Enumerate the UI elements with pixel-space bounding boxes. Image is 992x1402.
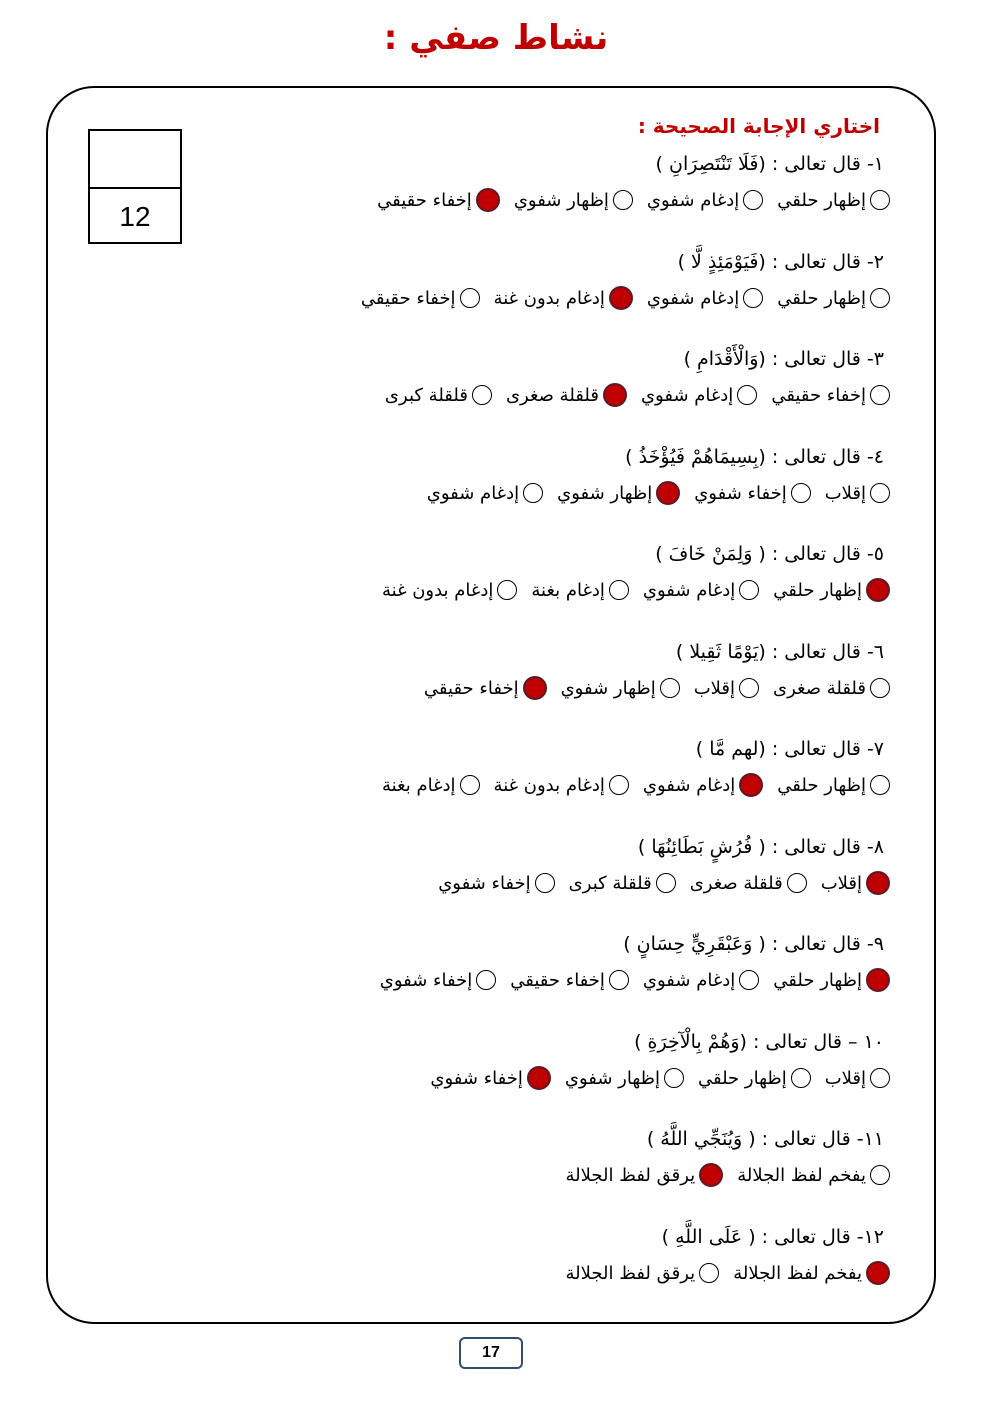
- radio-empty-icon[interactable]: [870, 1165, 890, 1185]
- answer-option[interactable]: [737, 1165, 890, 1186]
- radio-empty-icon[interactable]: [660, 678, 680, 698]
- question-text: ٩- قال تعالى : ( وَعَبْقَرِيٍّ حِسَانٍ ): [623, 933, 884, 955]
- question-1: [363, 146, 884, 218]
- options-row: [368, 767, 884, 803]
- radio-selected-icon[interactable]: [866, 1261, 890, 1285]
- answer-option[interactable]: [643, 773, 763, 797]
- answer-option[interactable]: [647, 288, 763, 309]
- radio-empty-icon[interactable]: [523, 483, 543, 503]
- radio-empty-icon[interactable]: [609, 580, 629, 600]
- radio-empty-icon[interactable]: [791, 483, 811, 503]
- score-box-empty-cell: [90, 131, 180, 189]
- answer-option-label: إدغام بدون غنة: [381, 579, 494, 601]
- answer-option[interactable]: [427, 483, 543, 504]
- answer-option-label: إدغام شفوي: [646, 189, 740, 211]
- question-text: ٣- قال تعالى : (وَالْأَقْدَامِ ): [683, 348, 884, 370]
- answer-option-label: إدغام شفوي: [642, 579, 736, 601]
- answer-option[interactable]: [773, 578, 890, 602]
- answer-option-label: إخفاء حقيقي: [360, 287, 456, 309]
- instruction-text: اختاري الإجابة الصحيحة :: [637, 114, 880, 138]
- radio-empty-icon[interactable]: [460, 775, 480, 795]
- options-row: [552, 1157, 884, 1193]
- radio-selected-icon[interactable]: [603, 383, 627, 407]
- radio-empty-icon[interactable]: [699, 1263, 719, 1283]
- answer-option-label: إظهار شفوي: [557, 482, 653, 504]
- radio-empty-icon[interactable]: [613, 190, 633, 210]
- answer-option[interactable]: [773, 968, 890, 992]
- answer-option[interactable]: [514, 190, 633, 211]
- answer-option-label: قلقلة كبرى: [384, 384, 468, 406]
- question-text: ١٠ – قال تعالى : (وَهُمْ بِالْآخِرَةِ ): [634, 1031, 884, 1053]
- radio-empty-icon[interactable]: [476, 970, 496, 990]
- answer-option-label: إخفاء شفوي: [438, 872, 531, 894]
- question-text: ١- قال تعالى : (فَلَا تَنْتَصِرَانِ ): [655, 153, 884, 175]
- options-row: [410, 670, 884, 706]
- answer-option-label: إقلاب: [824, 1067, 866, 1089]
- answer-option-label: إدغام شفوي: [642, 774, 736, 796]
- answer-option-label: إخفاء شفوي: [694, 482, 787, 504]
- options-row: [413, 475, 884, 511]
- radio-empty-icon[interactable]: [870, 483, 890, 503]
- answer-option-label: إخفاء حقيقي: [771, 384, 866, 406]
- question-text: ٧- قال تعالى : (لهم مَّا ): [695, 738, 884, 760]
- answer-option-label: إظهار حلقي: [777, 774, 866, 796]
- answer-option[interactable]: [377, 188, 500, 212]
- radio-empty-icon[interactable]: [870, 1068, 890, 1088]
- radio-selected-icon[interactable]: [866, 578, 890, 602]
- answer-option-label: إظهار حلقي: [773, 969, 862, 991]
- answer-option[interactable]: [825, 483, 890, 504]
- answer-option-label: قلقلة صغرى: [773, 677, 866, 699]
- answer-option[interactable]: [777, 288, 890, 309]
- answer-option-label: إخفاء حقيقي: [510, 969, 605, 991]
- answer-option-label: قلقلة صغرى: [689, 872, 783, 894]
- question-6: [410, 634, 884, 706]
- radio-empty-icon[interactable]: [870, 190, 890, 210]
- radio-empty-icon[interactable]: [609, 775, 629, 795]
- answer-option-label: إظهار حلقي: [773, 579, 862, 601]
- radio-empty-icon[interactable]: [870, 385, 890, 405]
- answer-option[interactable]: [694, 678, 759, 699]
- question-10: [416, 1024, 884, 1096]
- radio-empty-icon[interactable]: [609, 970, 629, 990]
- answer-option-label: إخفاء حقيقي: [423, 677, 519, 699]
- question-text: ٥- قال تعالى : ( وَلِمَنْ خَافَ ): [655, 543, 884, 565]
- radio-empty-icon[interactable]: [737, 385, 757, 405]
- question-text: ٤- قال تعالى : (بِسِيمَاهُمْ فَيُؤْخَذُ ): [625, 446, 884, 468]
- answer-option-label: إدغام شفوي: [642, 969, 736, 991]
- radio-empty-icon[interactable]: [870, 775, 890, 795]
- answer-option[interactable]: [821, 871, 890, 895]
- radio-empty-icon[interactable]: [472, 385, 492, 405]
- radio-empty-icon[interactable]: [870, 678, 890, 698]
- answer-option-label: قلقلة صغرى: [505, 384, 599, 406]
- radio-selected-icon[interactable]: [866, 968, 890, 992]
- answer-option[interactable]: [506, 383, 627, 407]
- answer-option[interactable]: [643, 970, 759, 991]
- options-row: [366, 962, 884, 998]
- answer-option-label: إظهار حلقي: [777, 189, 866, 211]
- answer-option[interactable]: [694, 483, 810, 504]
- answer-option[interactable]: [641, 385, 757, 406]
- answer-option-label: إظهار شفوي: [560, 677, 656, 699]
- answer-option[interactable]: [771, 385, 890, 406]
- options-row: [416, 1060, 884, 1096]
- radio-empty-icon[interactable]: [791, 1068, 811, 1088]
- answer-option-label: إدغام شفوي: [426, 482, 520, 504]
- answer-option-label: إقلاب: [824, 482, 866, 504]
- answer-option[interactable]: [565, 1068, 684, 1089]
- answer-option-label: إظهار شفوي: [564, 1067, 660, 1089]
- score-value: 12: [119, 200, 151, 232]
- answer-option-label: إدغام بدون غنة: [493, 287, 605, 309]
- answer-option[interactable]: [773, 678, 890, 699]
- answer-option[interactable]: [430, 1066, 550, 1090]
- answer-option[interactable]: [777, 190, 890, 211]
- question-9: [366, 926, 884, 998]
- question-3: [371, 341, 884, 413]
- question-8: [424, 829, 884, 901]
- answer-option[interactable]: [557, 481, 680, 505]
- radio-selected-icon[interactable]: [476, 188, 500, 212]
- radio-empty-icon[interactable]: [656, 873, 676, 893]
- question-text: ٦- قال تعالى : (يَوْمًا ثَقِيلا ): [675, 641, 884, 663]
- question-text: ١١- قال تعالى : ( وَيُنَجِّي اللَّهُ ): [646, 1128, 884, 1150]
- radio-empty-icon[interactable]: [739, 580, 759, 600]
- options-row: [368, 572, 884, 608]
- radio-empty-icon[interactable]: [787, 873, 807, 893]
- answer-option-label: يرقق لفظ الجلالة: [565, 1164, 696, 1186]
- answer-option[interactable]: [385, 385, 492, 406]
- answer-option-label: إخفاء حقيقي: [377, 189, 472, 211]
- answer-option-label: إخفاء شفوي: [430, 1067, 523, 1089]
- answer-option[interactable]: [569, 873, 676, 894]
- answer-option[interactable]: [698, 1068, 811, 1089]
- answer-option-label: إدغام بدون غنة: [493, 774, 605, 796]
- answer-option[interactable]: [494, 775, 629, 796]
- question-4: [413, 439, 884, 511]
- answer-option[interactable]: [438, 873, 554, 894]
- radio-selected-icon[interactable]: [739, 773, 763, 797]
- answer-option[interactable]: [643, 580, 759, 601]
- answer-option-label: إخفاء شفوي: [379, 969, 473, 991]
- radio-empty-icon[interactable]: [497, 580, 517, 600]
- answer-option[interactable]: [531, 580, 629, 601]
- answer-option[interactable]: [361, 288, 480, 309]
- radio-selected-icon[interactable]: [699, 1163, 723, 1187]
- radio-selected-icon[interactable]: [609, 286, 633, 310]
- radio-empty-icon[interactable]: [535, 873, 555, 893]
- answer-option-label: إظهار حلقي: [777, 287, 866, 309]
- answer-option-label: إدغام شفوي: [640, 384, 734, 406]
- question-text: ٢- قال تعالى : (فَيَوْمَئِذٍ لَّا ): [677, 251, 884, 273]
- answer-option-label: إقلاب: [820, 872, 862, 894]
- radio-empty-icon[interactable]: [739, 678, 759, 698]
- answer-option[interactable]: [777, 775, 890, 796]
- answer-option[interactable]: [510, 970, 629, 991]
- page-title: نشاط صفي :: [383, 18, 609, 58]
- options-row: [363, 182, 884, 218]
- answer-option-label: يفخم لفظ الجلالة: [733, 1262, 862, 1284]
- question-text: ١٢- قال تعالى : ( عَلَى اللَّهِ ): [661, 1226, 884, 1248]
- question-5: [368, 536, 884, 608]
- radio-selected-icon[interactable]: [523, 676, 547, 700]
- question-11: [552, 1121, 884, 1193]
- answer-option-label: قلقلة كبرى: [568, 872, 652, 894]
- question-text: ٨- قال تعالى : ( فُرُشٍ بَطَائِنُهَا ): [637, 836, 884, 858]
- radio-selected-icon[interactable]: [866, 871, 890, 895]
- radio-empty-icon[interactable]: [460, 288, 480, 308]
- options-row: [424, 865, 884, 901]
- radio-empty-icon[interactable]: [739, 970, 759, 990]
- score-box: [88, 129, 182, 244]
- radio-selected-icon[interactable]: [527, 1066, 551, 1090]
- options-row: [371, 377, 884, 413]
- question-7: [368, 731, 884, 803]
- answer-option-label: إقلاب: [693, 677, 735, 699]
- question-2: [347, 244, 884, 316]
- answer-option[interactable]: [494, 286, 633, 310]
- page-number: 17: [459, 1337, 523, 1369]
- options-row: [552, 1255, 884, 1291]
- answer-option[interactable]: [380, 970, 496, 991]
- answer-option[interactable]: [647, 190, 763, 211]
- answer-option[interactable]: [382, 775, 480, 796]
- answer-option[interactable]: [561, 678, 680, 699]
- answer-option[interactable]: [424, 676, 547, 700]
- answer-option[interactable]: [825, 1068, 890, 1089]
- answer-option[interactable]: [566, 1263, 720, 1284]
- answer-option[interactable]: [382, 580, 517, 601]
- answer-option-label: إدغام بغنة: [531, 579, 605, 601]
- radio-empty-icon[interactable]: [743, 190, 763, 210]
- answer-option[interactable]: [566, 1163, 724, 1187]
- question-12: [552, 1219, 884, 1291]
- answer-option-label: يفخم لفظ الجلالة: [737, 1164, 866, 1186]
- answer-option-label: إدغام شفوي: [646, 287, 740, 309]
- answer-option-label: إظهار حلقي: [697, 1067, 787, 1089]
- answer-option-label: إظهار شفوي: [513, 189, 609, 211]
- radio-empty-icon[interactable]: [870, 288, 890, 308]
- radio-empty-icon[interactable]: [664, 1068, 684, 1088]
- options-row: [347, 280, 884, 316]
- answer-option[interactable]: [690, 873, 807, 894]
- answer-option-label: إدغام بغنة: [381, 774, 456, 796]
- answer-option-label: يرقق لفظ الجلالة: [565, 1262, 696, 1284]
- radio-selected-icon[interactable]: [656, 481, 680, 505]
- answer-option[interactable]: [733, 1261, 890, 1285]
- radio-empty-icon[interactable]: [743, 288, 763, 308]
